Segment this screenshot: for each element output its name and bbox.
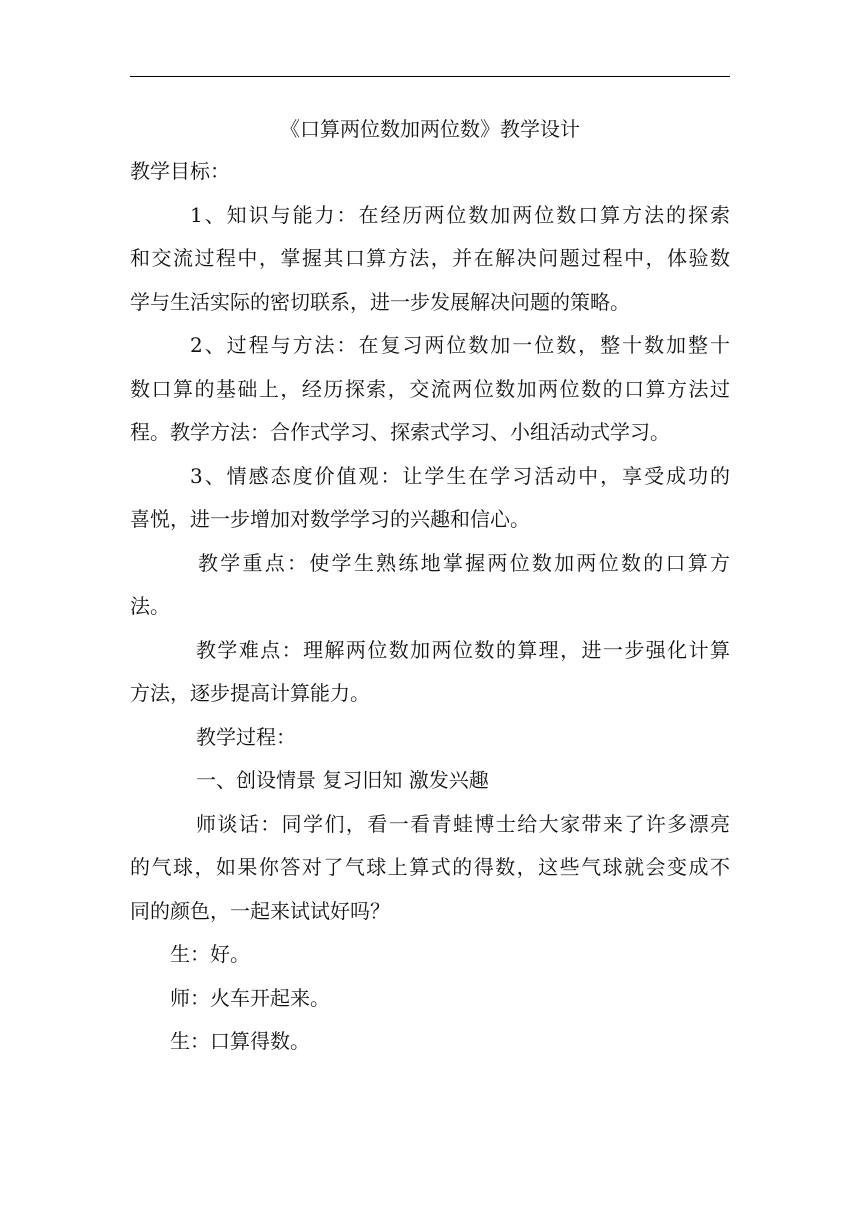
paragraph-line: 1、知识与能力：在经历两位数加两位数口算方法的探索 [190,202,730,227]
paragraph-line: 方法，逐步提高计算能力。 [130,681,370,705]
paragraph-line: 和交流过程中，掌握其口算方法，并在解决问题过程中，体验数 [130,246,730,270]
paragraph-line: 教学难点：理解两位数加两位数的算理，进一步强化计算 [196,637,730,662]
header-rule [130,76,730,77]
paragraph-line: 数口算的基础上，经历探索，交流两位数加两位数的口算方法过 [130,376,730,401]
paragraph-line: 3、情感态度价值观：让学生在学习活动中，享受成功的 [190,463,730,488]
paragraph-line: 程。教学方法：合作式学习、探索式学习、小组活动式学习。 [130,420,670,444]
dialogue-line: 生：口算得数。 [170,1029,310,1053]
section-heading-step-one: 一、创设情景 复习旧知 激发兴趣 [196,768,489,792]
dialogue-line: 生：好。 [170,942,250,966]
paragraph-line: 师谈话：同学们，看一看青蛙博士给大家带来了许多漂亮 [196,811,730,836]
paragraph-line: 喜悦，进一步增加对数学学习的兴趣和信心。 [130,507,530,531]
document-title: 《口算两位数加两位数》教学设计 [280,117,580,141]
paragraph-line: 同的颜色，一起来试试好吗？ [130,898,390,923]
paragraph-line: 教学重点：使学生熟练地掌握两位数加两位数的口算方 [198,550,730,575]
paragraph-line: 2、过程与方法：在复习两位数加一位数，整十数加整十 [190,333,730,357]
dialogue-line: 师：火车开起来。 [170,985,330,1010]
paragraph-line: 学与生活实际的密切联系，进一步发展解决问题的策略。 [130,289,630,314]
paragraph-line: 法。 [130,594,170,618]
section-heading-process: 教学过程： [196,724,296,749]
section-heading-objectives: 教学目标： [130,159,230,183]
paragraph-line: 的气球，如果你答对了气球上算式的得数，这些气球就会变成不 [130,855,730,879]
document-body [130,108,730,1064]
